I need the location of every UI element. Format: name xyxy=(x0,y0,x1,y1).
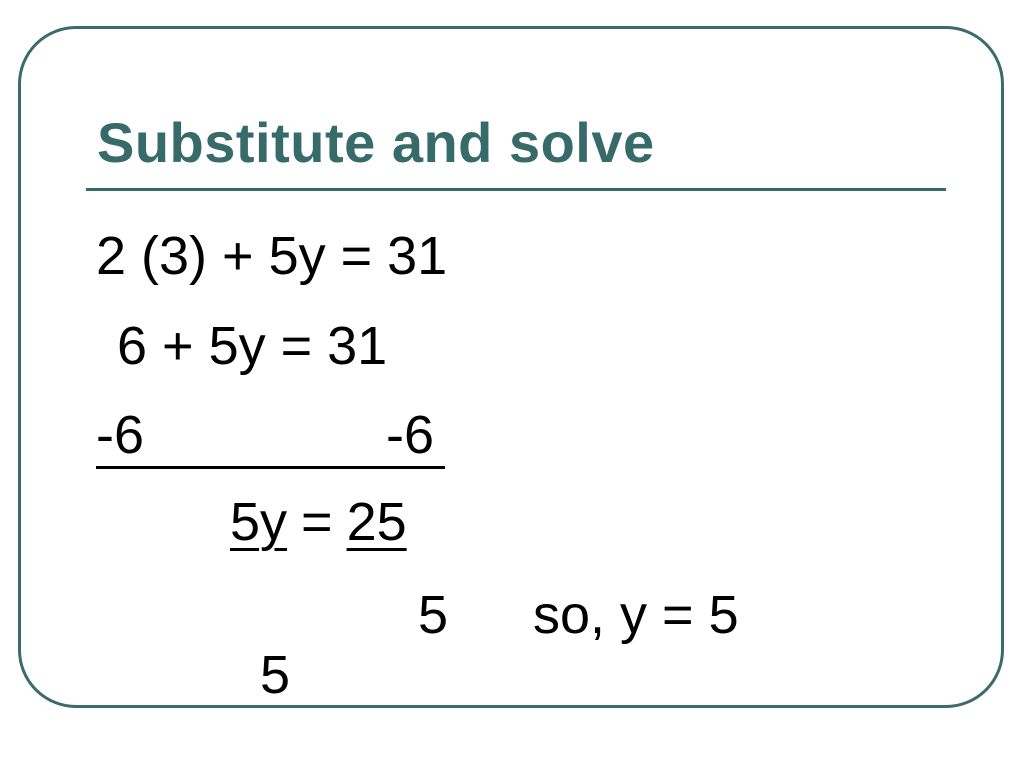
subtraction-underline xyxy=(96,466,445,469)
equation-line-2: 6 + 5y = 31 xyxy=(117,316,388,376)
slide-title: Substitute and solve xyxy=(97,111,655,174)
subtract-left-term: -6 xyxy=(96,405,145,465)
solution-conclusion: so, y = 5 xyxy=(533,585,739,645)
equals-sign: = xyxy=(301,492,333,552)
equation-line-1: 2 (3) + 5y = 31 xyxy=(96,226,448,286)
subtract-right-term: -6 xyxy=(386,405,435,465)
equation-line-4 xyxy=(230,492,407,552)
denominator-right: 5 xyxy=(418,585,449,645)
numerator-right: 25 xyxy=(346,492,407,552)
numerator-left: 5y xyxy=(230,492,288,552)
equation-line-5 xyxy=(230,585,739,768)
denominator-left: 5 xyxy=(260,645,291,705)
title-divider xyxy=(86,188,946,191)
